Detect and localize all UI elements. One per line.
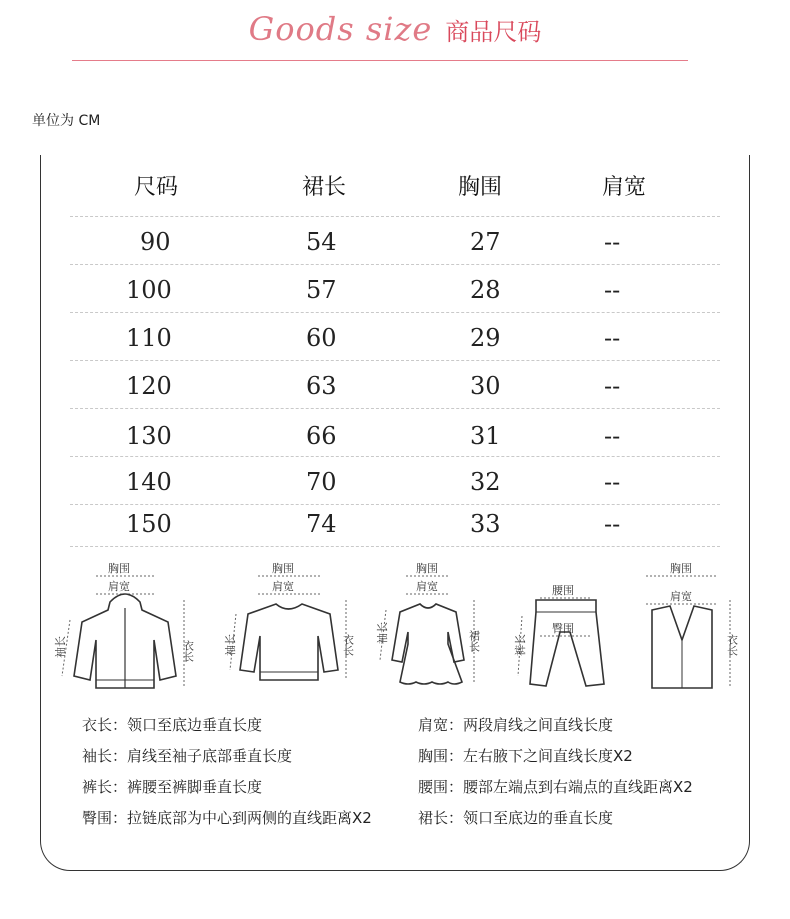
cell-shoulder: -- xyxy=(604,468,621,496)
table-row xyxy=(70,504,720,544)
vest-diagram xyxy=(640,560,750,700)
cell-chest: 27 xyxy=(470,228,501,256)
row-divider xyxy=(70,408,720,409)
definition-item: 裤长：裤腰至裤脚垂直长度 xyxy=(82,778,263,796)
cell-shoulder: -- xyxy=(604,372,621,400)
cell-size: 140 xyxy=(126,468,172,496)
cell-size: 110 xyxy=(126,324,172,352)
waist-label: 腰围 xyxy=(552,584,574,597)
cell-chest: 29 xyxy=(470,324,501,352)
column-header-size: 尺码 xyxy=(134,175,179,200)
hooded-jacket-diagram xyxy=(50,560,200,700)
cell-shoulder: -- xyxy=(604,422,621,450)
cell-length: 70 xyxy=(306,468,337,496)
definition-item: 腰围：腰部左端点到右端点的直线距离X2 xyxy=(418,778,693,796)
title-chinese: 商品尺码 xyxy=(445,18,542,46)
cell-size: 130 xyxy=(126,422,172,450)
cell-chest: 30 xyxy=(470,372,501,400)
shoulder-label: 肩宽 xyxy=(416,580,438,593)
cell-shoulder: -- xyxy=(604,228,621,256)
table-row xyxy=(70,222,720,262)
sleeve-label: 袖长 xyxy=(224,634,237,656)
cell-length: 57 xyxy=(306,276,337,304)
definition-item: 肩宽：两段肩线之间直线长度 xyxy=(418,716,614,734)
cell-size: 100 xyxy=(126,276,172,304)
table-row xyxy=(70,318,720,358)
length-label: 衣长 xyxy=(181,640,195,662)
cell-shoulder: -- xyxy=(604,324,621,352)
length-label: 衣长 xyxy=(341,634,355,656)
cell-length: 74 xyxy=(306,510,337,538)
definition-item: 裙长：领口至底边的垂直长度 xyxy=(418,809,614,827)
cell-chest: 32 xyxy=(470,468,501,496)
cell-length: 66 xyxy=(306,422,337,450)
pants-diagram xyxy=(512,560,622,700)
shoulder-label: 肩宽 xyxy=(108,580,130,593)
chest-label: 胸围 xyxy=(108,562,130,575)
cell-length: 63 xyxy=(306,372,337,400)
table-row xyxy=(70,416,720,456)
row-divider xyxy=(70,456,720,457)
dress-diagram xyxy=(376,560,506,700)
cell-chest: 28 xyxy=(470,276,501,304)
chest-label: 胸围 xyxy=(416,562,438,575)
cell-length: 54 xyxy=(306,228,337,256)
table-row xyxy=(70,366,720,406)
sleeve-label: 袖长 xyxy=(376,622,389,644)
cell-shoulder: -- xyxy=(604,276,621,304)
definition-item: 胸围：左右腋下之间直线长度X2 xyxy=(418,747,633,765)
hip-label: 臀围 xyxy=(552,622,574,635)
shoulder-label: 肩宽 xyxy=(670,590,692,603)
cell-length: 60 xyxy=(306,324,337,352)
row-divider xyxy=(70,264,720,265)
row-divider xyxy=(70,360,720,361)
column-header-shoulder: 肩宽 xyxy=(602,175,647,200)
pants-length-label: 裤长 xyxy=(514,634,527,656)
row-divider xyxy=(70,546,720,547)
shoulder-label: 肩宽 xyxy=(272,580,294,593)
column-header-chest: 胸围 xyxy=(458,175,503,200)
definition-item: 衣长：领口至底边垂直长度 xyxy=(82,716,263,734)
cell-shoulder: -- xyxy=(604,510,621,538)
table-row xyxy=(70,462,720,502)
table-row xyxy=(70,270,720,310)
title-english: Goods size xyxy=(248,10,433,48)
definition-item: 袖长：肩线至袖子底部垂直长度 xyxy=(82,747,293,765)
chest-label: 胸围 xyxy=(272,562,294,575)
sweatshirt-diagram xyxy=(222,560,362,700)
page-title xyxy=(0,10,790,48)
length-label: 裙长 xyxy=(467,630,481,652)
definition-item: 臀围：拉链底部为中心到两侧的直线距离X2 xyxy=(82,809,372,827)
sleeve-label: 袖长 xyxy=(54,636,67,658)
chest-label: 胸围 xyxy=(670,562,692,575)
row-divider xyxy=(70,216,720,217)
cell-chest: 33 xyxy=(470,510,501,538)
row-divider xyxy=(70,312,720,313)
cell-size: 90 xyxy=(140,228,171,256)
cell-size: 150 xyxy=(126,510,172,538)
column-header-length: 裙长 xyxy=(302,175,347,200)
length-label: 衣长 xyxy=(725,634,739,656)
cell-size: 120 xyxy=(126,372,172,400)
cell-chest: 31 xyxy=(470,422,501,450)
size-table-header xyxy=(70,170,720,214)
title-divider xyxy=(72,60,688,61)
unit-note: 单位为 CM xyxy=(32,113,101,129)
